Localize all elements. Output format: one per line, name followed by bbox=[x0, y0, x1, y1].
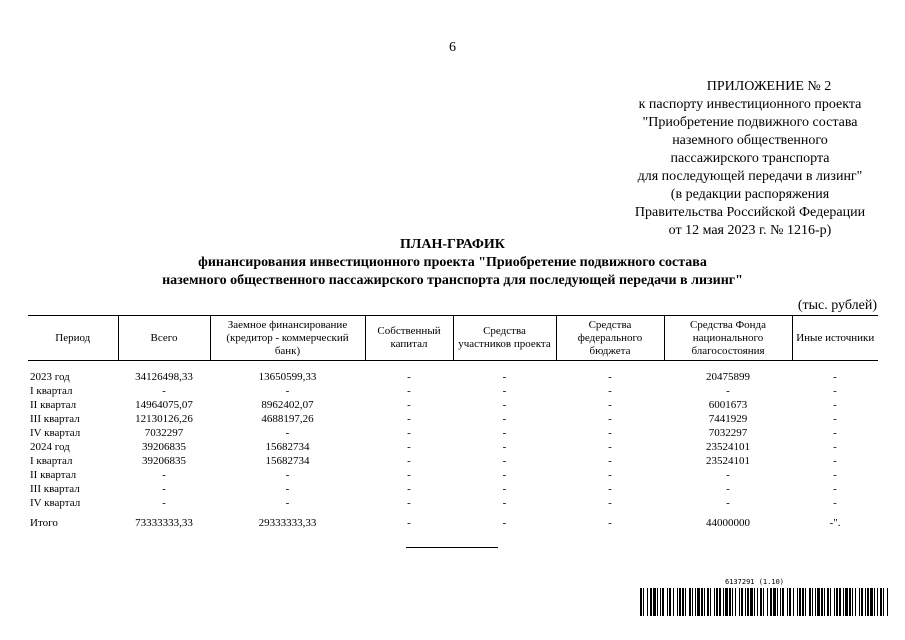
value-cell: - bbox=[407, 483, 411, 495]
barcode-bar bbox=[763, 588, 764, 616]
barcode-bar bbox=[845, 588, 848, 616]
barcode-bar bbox=[719, 588, 721, 616]
value-cell: 39206835 bbox=[142, 441, 186, 453]
value-cell: - bbox=[833, 399, 837, 411]
table-row bbox=[28, 455, 878, 469]
barcode-bar bbox=[815, 588, 816, 616]
barcode-bar bbox=[787, 588, 788, 616]
value-cell: - bbox=[608, 399, 612, 411]
barcode-bar bbox=[739, 588, 740, 616]
barcode-bar bbox=[660, 588, 661, 616]
value-cell: - bbox=[407, 385, 411, 397]
value-cell: - bbox=[502, 399, 507, 411]
table-row bbox=[28, 497, 878, 511]
value-cell: - bbox=[407, 497, 411, 509]
barcode-bar bbox=[647, 588, 648, 616]
barcode-bar bbox=[723, 588, 724, 616]
value-cell: - bbox=[162, 469, 166, 481]
value-cell: - bbox=[608, 517, 612, 529]
barcode-bar bbox=[667, 588, 668, 616]
value-cell: 7032297 bbox=[708, 427, 748, 439]
appendix-block bbox=[600, 78, 900, 240]
appendix-line: от 12 мая 2023 г. № 1216-р) bbox=[668, 223, 832, 238]
barcode-bar bbox=[780, 588, 781, 616]
barcode-bar bbox=[741, 588, 743, 616]
barcode-bar bbox=[802, 588, 804, 616]
value-cell: 73333333,33 bbox=[135, 517, 193, 529]
barcode-bar bbox=[689, 588, 691, 616]
barcode-bar bbox=[770, 588, 772, 616]
barcode-bar bbox=[677, 588, 678, 616]
barcode-bar bbox=[797, 588, 798, 616]
table-header-row bbox=[28, 316, 878, 361]
value-cell: - bbox=[608, 441, 612, 453]
barcode-bar bbox=[685, 588, 686, 616]
table-body bbox=[28, 361, 878, 532]
barcode-bar bbox=[716, 588, 718, 616]
barcode-bar bbox=[861, 588, 863, 616]
period-cell: IV квартал bbox=[30, 497, 81, 509]
value-cell: - bbox=[833, 455, 837, 467]
barcode-bar bbox=[782, 588, 784, 616]
barcode-bar bbox=[657, 588, 658, 616]
barcode-bar bbox=[821, 588, 823, 616]
value-cell: - bbox=[502, 413, 507, 425]
barcode-bar bbox=[855, 588, 856, 616]
barcode-bar bbox=[874, 588, 875, 616]
value-cell: - bbox=[608, 371, 612, 383]
header-period: Период bbox=[28, 316, 118, 361]
value-cell: - bbox=[407, 399, 411, 411]
value-cell: - bbox=[502, 497, 507, 509]
header-other: Иные источники bbox=[792, 316, 878, 361]
period-cell: IV квартал bbox=[30, 427, 81, 439]
barcode-bar bbox=[812, 588, 813, 616]
barcode-bar bbox=[643, 588, 644, 616]
value-cell: 6001673 bbox=[708, 399, 748, 411]
barcode-bar bbox=[805, 588, 806, 616]
barcode-bar bbox=[793, 588, 794, 616]
period-cell: 2023 год bbox=[30, 371, 70, 383]
value-cell: 44000000 bbox=[706, 517, 750, 529]
table-row bbox=[28, 427, 878, 441]
header-welfare-fund: Средства Фонда национального благосостояния bbox=[664, 316, 792, 361]
value-cell: 39206835 bbox=[142, 455, 186, 467]
barcode-bar bbox=[640, 588, 642, 616]
value-cell: 15682734 bbox=[265, 441, 310, 453]
period-cell: Итого bbox=[30, 517, 58, 529]
value-cell: - bbox=[833, 371, 837, 383]
value-cell: 23524101 bbox=[706, 441, 750, 453]
table-row bbox=[28, 361, 878, 386]
units-label: (тыс. рублей) bbox=[797, 298, 877, 313]
value-cell: - bbox=[833, 413, 837, 425]
barcode-bar bbox=[867, 588, 869, 616]
page-number: 6 bbox=[449, 40, 456, 55]
value-cell: 29333333,33 bbox=[258, 517, 317, 529]
barcode-bar bbox=[695, 588, 696, 616]
barcode-bar bbox=[799, 588, 801, 616]
barcode-bar bbox=[865, 588, 866, 616]
header-federal-budget: Средства федерального бюджета bbox=[556, 316, 664, 361]
value-cell: - bbox=[608, 455, 612, 467]
barcode-bar bbox=[836, 588, 838, 616]
appendix-line: для последующей передачи в лизинг" bbox=[637, 169, 863, 184]
table-row bbox=[28, 385, 878, 399]
table-row bbox=[28, 441, 878, 455]
value-cell: - bbox=[833, 483, 837, 495]
value-cell: - bbox=[833, 497, 837, 509]
barcode-bar bbox=[701, 588, 703, 616]
document-title bbox=[0, 236, 905, 290]
table-row bbox=[28, 469, 878, 483]
value-cell: 4688197,26 bbox=[261, 413, 314, 425]
value-cell: - bbox=[833, 385, 837, 397]
barcode-bar bbox=[883, 588, 884, 616]
table-row bbox=[28, 399, 878, 413]
barcode-bar bbox=[747, 588, 749, 616]
value-cell: 34126498,33 bbox=[135, 371, 193, 383]
value-cell: - bbox=[726, 483, 730, 495]
barcode-bar bbox=[859, 588, 860, 616]
barcode-bar bbox=[729, 588, 731, 616]
barcode-bar bbox=[757, 588, 758, 616]
value-cell: -". bbox=[829, 517, 841, 529]
period-cell: II квартал bbox=[30, 399, 77, 411]
barcode-bar bbox=[710, 588, 711, 616]
value-cell: - bbox=[502, 427, 507, 439]
table-row bbox=[28, 483, 878, 497]
financing-table-wrap bbox=[28, 315, 878, 531]
header-own-capital: Собственный капитал bbox=[365, 316, 453, 361]
value-cell: - bbox=[833, 441, 837, 453]
barcode-bar bbox=[877, 588, 878, 616]
appendix-line: наземного общественного bbox=[672, 133, 828, 148]
barcode-bar bbox=[773, 588, 776, 616]
barcode-bar bbox=[697, 588, 700, 616]
table-row bbox=[28, 413, 878, 427]
barcode-bar bbox=[669, 588, 671, 616]
value-cell: - bbox=[608, 497, 612, 509]
value-cell: 7441929 bbox=[708, 413, 748, 425]
barcode-bar bbox=[650, 588, 652, 616]
period-cell: III квартал bbox=[30, 413, 80, 425]
barcode bbox=[640, 588, 890, 616]
value-cell: 14964075,07 bbox=[135, 399, 193, 411]
value-cell: - bbox=[608, 385, 612, 397]
value-cell: 12130126,26 bbox=[135, 413, 193, 425]
barcode-bar bbox=[679, 588, 681, 616]
value-cell: - bbox=[502, 517, 507, 529]
value-cell: - bbox=[285, 497, 290, 509]
value-cell: - bbox=[285, 483, 290, 495]
value-cell: - bbox=[502, 455, 507, 467]
period-cell: II квартал bbox=[30, 469, 77, 481]
barcode-label: 6137291 (1.10) bbox=[725, 578, 785, 586]
value-cell: - bbox=[608, 413, 612, 425]
barcode-bar bbox=[834, 588, 835, 616]
barcode-bar bbox=[817, 588, 820, 616]
barcode-bar bbox=[714, 588, 715, 616]
value-cell: 8962402,07 bbox=[261, 399, 314, 411]
barcode-bar bbox=[750, 588, 753, 616]
table-total-row bbox=[28, 511, 878, 531]
barcode-bar bbox=[735, 588, 736, 616]
barcode-bar bbox=[760, 588, 762, 616]
period-cell: I квартал bbox=[30, 385, 73, 397]
barcode-bar bbox=[777, 588, 778, 616]
barcode-bar bbox=[745, 588, 746, 616]
value-cell: - bbox=[162, 483, 166, 495]
value-cell: - bbox=[608, 469, 612, 481]
header-participants: Средства участников проекта bbox=[453, 316, 556, 361]
barcode-bar bbox=[827, 588, 829, 616]
value-cell: - bbox=[285, 385, 290, 397]
period-cell: 2024 год bbox=[30, 441, 70, 453]
value-cell: 20475899 bbox=[706, 371, 750, 383]
footer-divider bbox=[406, 547, 498, 548]
value-cell: - bbox=[502, 441, 507, 453]
appendix-heading: ПРИЛОЖЕНИЕ № 2 bbox=[706, 79, 832, 94]
value-cell: - bbox=[502, 469, 507, 481]
title-line-3: наземного общественного пассажирского транспорта для последующей передачи в лизинг" bbox=[162, 273, 743, 288]
barcode-bar bbox=[682, 588, 684, 616]
barcode-bar bbox=[870, 588, 873, 616]
barcode-bar bbox=[849, 588, 851, 616]
appendix-line: пассажирского транспорта bbox=[670, 151, 830, 166]
barcode-bar bbox=[887, 588, 888, 616]
value-cell: - bbox=[833, 469, 837, 481]
barcode-bar bbox=[809, 588, 811, 616]
barcode-bar bbox=[662, 588, 664, 616]
value-cell: - bbox=[833, 427, 837, 439]
barcode-bar bbox=[824, 588, 825, 616]
value-cell: - bbox=[726, 497, 730, 509]
value-cell: - bbox=[285, 469, 290, 481]
appendix-line: (в редакции распоряжения bbox=[670, 187, 830, 202]
value-cell: 15682734 bbox=[265, 455, 310, 467]
value-cell: - bbox=[407, 413, 411, 425]
appendix-line: Правительства Российской Федерации bbox=[634, 205, 866, 220]
barcode-bar bbox=[767, 588, 768, 616]
value-cell: - bbox=[407, 427, 411, 439]
period-cell: III квартал bbox=[30, 483, 80, 495]
value-cell: - bbox=[407, 371, 411, 383]
value-cell: - bbox=[285, 427, 290, 439]
barcode-bar bbox=[725, 588, 728, 616]
value-cell: - bbox=[608, 483, 612, 495]
barcode-bar bbox=[830, 588, 831, 616]
value-cell: - bbox=[407, 469, 411, 481]
appendix-line: "Приобретение подвижного состава bbox=[642, 115, 858, 130]
value-cell: - bbox=[407, 517, 411, 529]
value-cell: - bbox=[162, 385, 166, 397]
value-cell: - bbox=[407, 455, 411, 467]
barcode-bar bbox=[704, 588, 705, 616]
financing-table bbox=[28, 315, 878, 531]
barcode-bar bbox=[789, 588, 791, 616]
barcode-bar bbox=[843, 588, 844, 616]
barcode-bar bbox=[839, 588, 841, 616]
header-loan: Заемное финансирование (кредитор - коммерческий банк) bbox=[210, 316, 365, 361]
value-cell: - bbox=[502, 385, 507, 397]
appendix-line: к паспорту инвестиционного проекта bbox=[638, 97, 862, 112]
barcode-bar bbox=[852, 588, 853, 616]
barcode-bar bbox=[707, 588, 709, 616]
barcode-bar bbox=[673, 588, 674, 616]
value-cell: - bbox=[162, 497, 166, 509]
value-cell: - bbox=[726, 385, 730, 397]
value-cell: - bbox=[502, 371, 507, 383]
barcode-bar bbox=[754, 588, 755, 616]
barcode-bar bbox=[880, 588, 882, 616]
value-cell: - bbox=[407, 441, 411, 453]
value-cell: - bbox=[726, 469, 730, 481]
value-cell: 7032297 bbox=[144, 427, 184, 439]
header-total: Всего bbox=[118, 316, 210, 361]
value-cell: 23524101 bbox=[706, 455, 750, 467]
value-cell: 13650599,33 bbox=[258, 371, 317, 383]
barcode-bar bbox=[653, 588, 656, 616]
value-cell: - bbox=[502, 483, 507, 495]
title-line-2: финансирования инвестиционного проекта "Приобретение подвижного состава bbox=[198, 255, 707, 270]
title-line-1: ПЛАН-ГРАФИК bbox=[400, 237, 505, 252]
barcode-bar bbox=[732, 588, 733, 616]
barcode-bar bbox=[692, 588, 693, 616]
period-cell: I квартал bbox=[30, 455, 73, 467]
value-cell: - bbox=[608, 427, 612, 439]
